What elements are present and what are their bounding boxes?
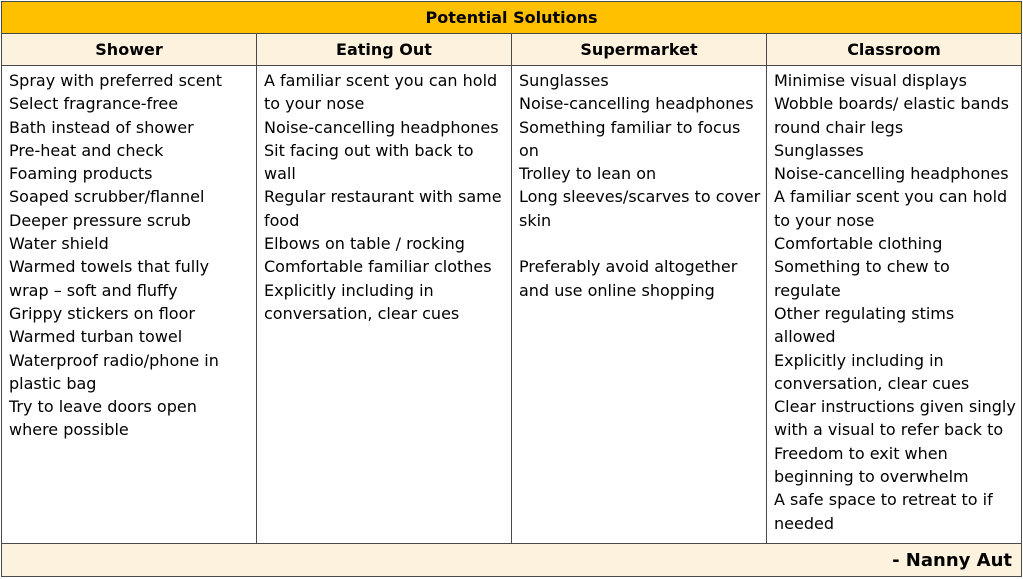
cell-line: Deeper pressure scrub — [9, 210, 191, 230]
cell-line: wrap – soft and fluffy — [9, 280, 178, 300]
shower-cell — [2, 66, 257, 543]
cell-line: Noise-cancelling headphones — [774, 164, 1009, 184]
cell-line: Explicitly including in — [264, 280, 434, 300]
cell-line: wall — [264, 164, 296, 184]
cell-line: food — [264, 210, 300, 230]
cell-line: Other regulating stims — [774, 303, 955, 323]
table-title: Potential Solutions — [2, 2, 1021, 34]
cell-line: Wobble boards/ elastic bands — [774, 94, 1009, 114]
cell-line: Comfortable familiar clothes — [264, 257, 492, 277]
header-shower: Shower — [2, 34, 257, 65]
cell-line: Grippy stickers on floor — [9, 303, 195, 323]
cell-line: allowed — [774, 327, 836, 347]
cell-line: Water shield — [9, 234, 109, 254]
cell-line: Warmed towels that fully — [9, 257, 210, 277]
cell-line: Elbows on table / rocking — [264, 234, 465, 254]
cell-line: Pre-heat and check — [9, 140, 164, 160]
cell-line: Sit facing out with back to — [264, 140, 474, 160]
cell-line: Select fragrance-free — [9, 94, 179, 114]
cell-line: regulate — [774, 280, 841, 300]
column-header-row — [2, 34, 1021, 66]
cell-line: Foaming products — [9, 164, 153, 184]
cell-line: Long sleeves/scarves to cover — [519, 187, 761, 207]
cell-line — [519, 232, 762, 255]
cell-line: Try to leave doors open — [9, 397, 197, 417]
cell-line: Noise-cancelling headphones — [264, 117, 499, 137]
classroom-cell — [767, 66, 1021, 543]
cell-line: Sunglasses — [519, 71, 609, 90]
cell-line: Bath instead of shower — [9, 117, 194, 137]
header-classroom: Classroom — [847, 40, 941, 59]
cell-line: plastic bag — [9, 373, 97, 393]
cell-line: round chair legs — [774, 117, 904, 137]
cell-line: beginning to overwhelm — [774, 467, 969, 487]
cell-line: A familiar scent you can hold — [774, 187, 1008, 207]
cell-line: needed — [774, 513, 834, 533]
cell-line: conversation, clear cues — [774, 373, 970, 393]
cell-line: Trolley to lean on — [519, 164, 657, 184]
cell-line: Freedom to exit when — [774, 443, 948, 463]
signature: - Nanny Aut — [892, 549, 1012, 571]
cell-line: Spray with preferred scent — [9, 71, 222, 90]
signature-row — [2, 544, 1021, 576]
cell-line: A safe space to retreat to if — [774, 490, 993, 510]
solutions-table — [1, 1, 1022, 577]
table-body-row — [2, 66, 1021, 544]
cell-line: and use online shopping — [519, 280, 715, 300]
cell-line: Waterproof radio/phone in — [9, 350, 219, 370]
cell-line: Sunglasses — [774, 140, 864, 160]
eating-out-cell — [257, 66, 512, 543]
cell-line: Minimise visual displays — [774, 71, 968, 90]
cell-line: Comfortable clothing — [774, 234, 943, 254]
header-eating-out: Eating Out — [257, 34, 512, 65]
cell-line: Something familiar to focus — [519, 117, 741, 137]
cell-line: Something to chew to — [774, 257, 950, 277]
cell-line: skin — [519, 210, 552, 230]
cell-line: where possible — [9, 420, 129, 440]
cell-line: Regular restaurant with same — [264, 187, 502, 207]
cell-line: Soaped scrubber/flannel — [9, 187, 205, 207]
cell-line: with a visual to refer back to — [774, 420, 1004, 440]
header-supermarket: Supermarket — [512, 34, 767, 65]
cell-line: to your nose — [774, 210, 875, 230]
cell-line: A familiar scent you can hold — [264, 71, 498, 90]
cell-line: Explicitly including in — [774, 350, 944, 370]
cell-line: on — [519, 140, 539, 160]
cell-line: Warmed turban towel — [9, 327, 183, 347]
cell-line: to your nose — [264, 94, 365, 114]
cell-line: Noise-cancelling headphones — [519, 94, 754, 114]
cell-line: Clear instructions given singly — [774, 397, 1016, 417]
supermarket-cell — [512, 66, 767, 543]
cell-line: Preferably avoid altogether — [519, 257, 738, 277]
cell-line: conversation, clear cues — [264, 303, 460, 323]
